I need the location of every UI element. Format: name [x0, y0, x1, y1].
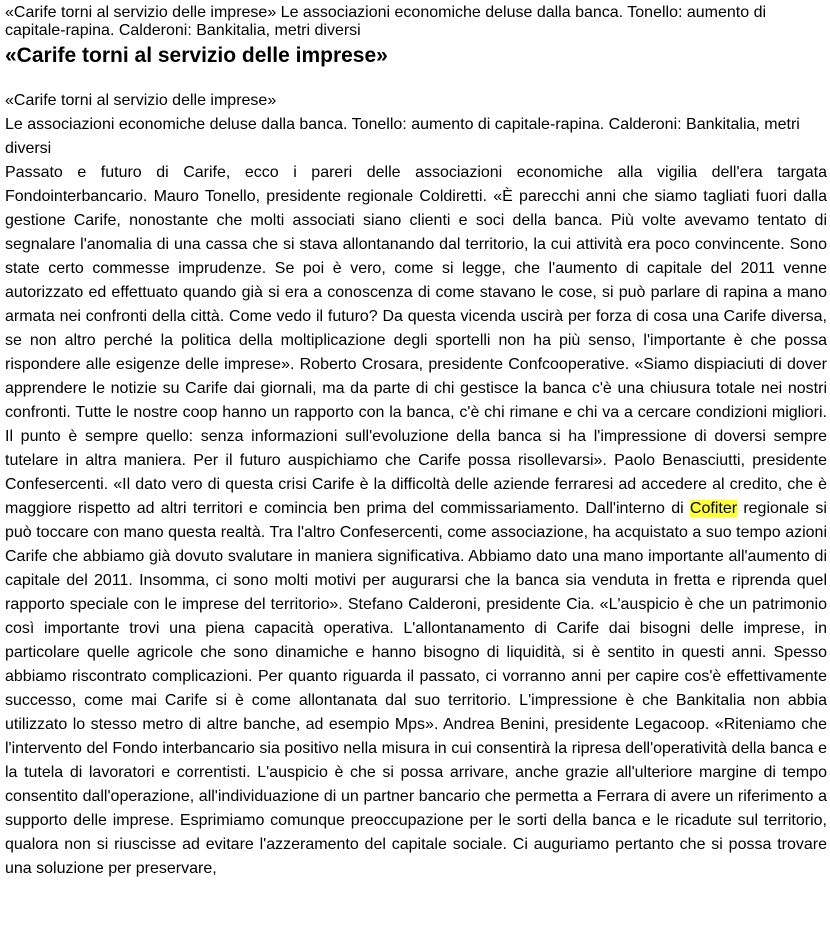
header-summary: «Carife torni al servizio delle imprese» Le associazioni economiche deluse dalla banca. Tonello: aumento di capitale-rapina. Calderoni: Bankitalia, metri diversi: [5, 4, 767, 39]
article-title-repeat: «Carife torni al servizio delle imprese»: [5, 92, 277, 109]
article-body-part-1: Passato e futuro di Carife, ecco i pareri delle associazioni economiche alla vigilia dell'era targata Fondointerbancario. Mauro Tonello, presidente regionale Coldiretti. «È parecchi anni che siamo tagliati fuori dalla gestione Carife, nonostante che molti associati siano clienti e soci della banca. Più volte avevamo tentato di segnalare l'anomalia di una cassa che si stava allontanando dal territorio, la cui attività era poco convincente. Sono state certo commesse imprudenze. Se poi è vero, come si legge, che l'aumento di capitale del 2011 venne autorizzato ed effettuato quando già si era a conoscenza di come stavano le cose, si può parlare di rapina a mano armata nei confronti della città. Come vedo il futuro? Da questa vicenda uscirà per forza di cosa una Carife diversa, se non altro perché la politica della moltiplicazione degli sportelli non ha più senso, l'importante è che possa rispondere alle esigenze delle imprese». Roberto Crosara, presidente Confcooperative. «Siamo dispiaciuti di dover apprendere le notizie su Carife dai giornali, ma da parte di chi gestisce la banca c'è una chiusura totale nei nostri confronti. Tutte le nostre coop hanno un rapporto con la banca, c'è chi rimane e chi va a cercare condizioni migliori. Il punto è sempre quello: senza informazioni sull'evoluzione della banca si ha l'impressione di doversi sempre tutelare in altra maniera. Per il futuro auspichiamo che Carife possa risollevarsi». Paolo Benasciutti, presidente Confesercenti. «Il dato vero di questa crisi Carife è la difficoltà delle aziende ferraresi ad accedere al credito, che è maggiore rispetto ad altri territori e comincia ben prima del commissariamento. Dall'interno di: [5, 164, 827, 517]
article-page: [5, 0, 827, 881]
article-subtitle: Le associazioni economiche deluse dalla banca. Tonello: aumento di capitale-rapina. Calderoni: Bankitalia, metri diversi: [5, 116, 800, 157]
highlighted-term: Cofiter: [689, 500, 738, 517]
page-title: «Carife torni al servizio delle imprese»: [5, 44, 388, 67]
article-body-part-2: regionale si può toccare con mano questa realtà. Tra l'altro Confesercenti, come associazione, ha acquistato a suo tempo azioni Carife che abbiamo già dovuto svalutare in maniera significativa. Abbiamo dato una mano importante all'aumento di capitale del 2011. Insomma, ci sono molti motivi per augurarsi che la banca sia venduta in fretta e riprenda quel rapporto speciale con le imprese del territorio». Stefano Calderoni, presidente Cia. «L'auspicio è che un patrimonio così importante trovi una piena capacità operativa. L'allontanamento di Carife dai bisogni delle imprese, in particolare quelle agricole che sono dinamiche e hanno bisogno di liquidità, si è sentito in questi anni. Spesso abbiamo riscontrato complicazioni. Per quanto riguarda il passato, ci vorranno anni per capire cos'è effettivamente successo, come mai Carife si è come allontanata dal suo territorio. L'impressione è che Bankitalia non abbia utilizzato lo stesso metro di altre banche, ad esempio Mps». Andrea Benini, presidente Legacoop. «Riteniamo che l'intervento del Fondo interbancario sia positivo nella misura in cui consentirà la ripresa dell'operatività della banca e la tutela di lavoratori e correntisti. L'auspicio è che si possa arrivare, anche grazie all'ulteriore margine di tempo consentito dall'operazione, all'individuazione di un partner bancario che permetta a Ferrara di avere un riferimento a supporto delle imprese. Esprimiamo comunque preoccupazione per le sorti della banca e le ricadute sul territorio, qualora non si riuscisse ad evitare l'azzeramento del capitale sociale. Ci auguriamo pertanto che si possa trovare una soluzione per preservare,: [5, 500, 827, 877]
article-body: [5, 161, 827, 881]
spacer: [5, 69, 827, 89]
